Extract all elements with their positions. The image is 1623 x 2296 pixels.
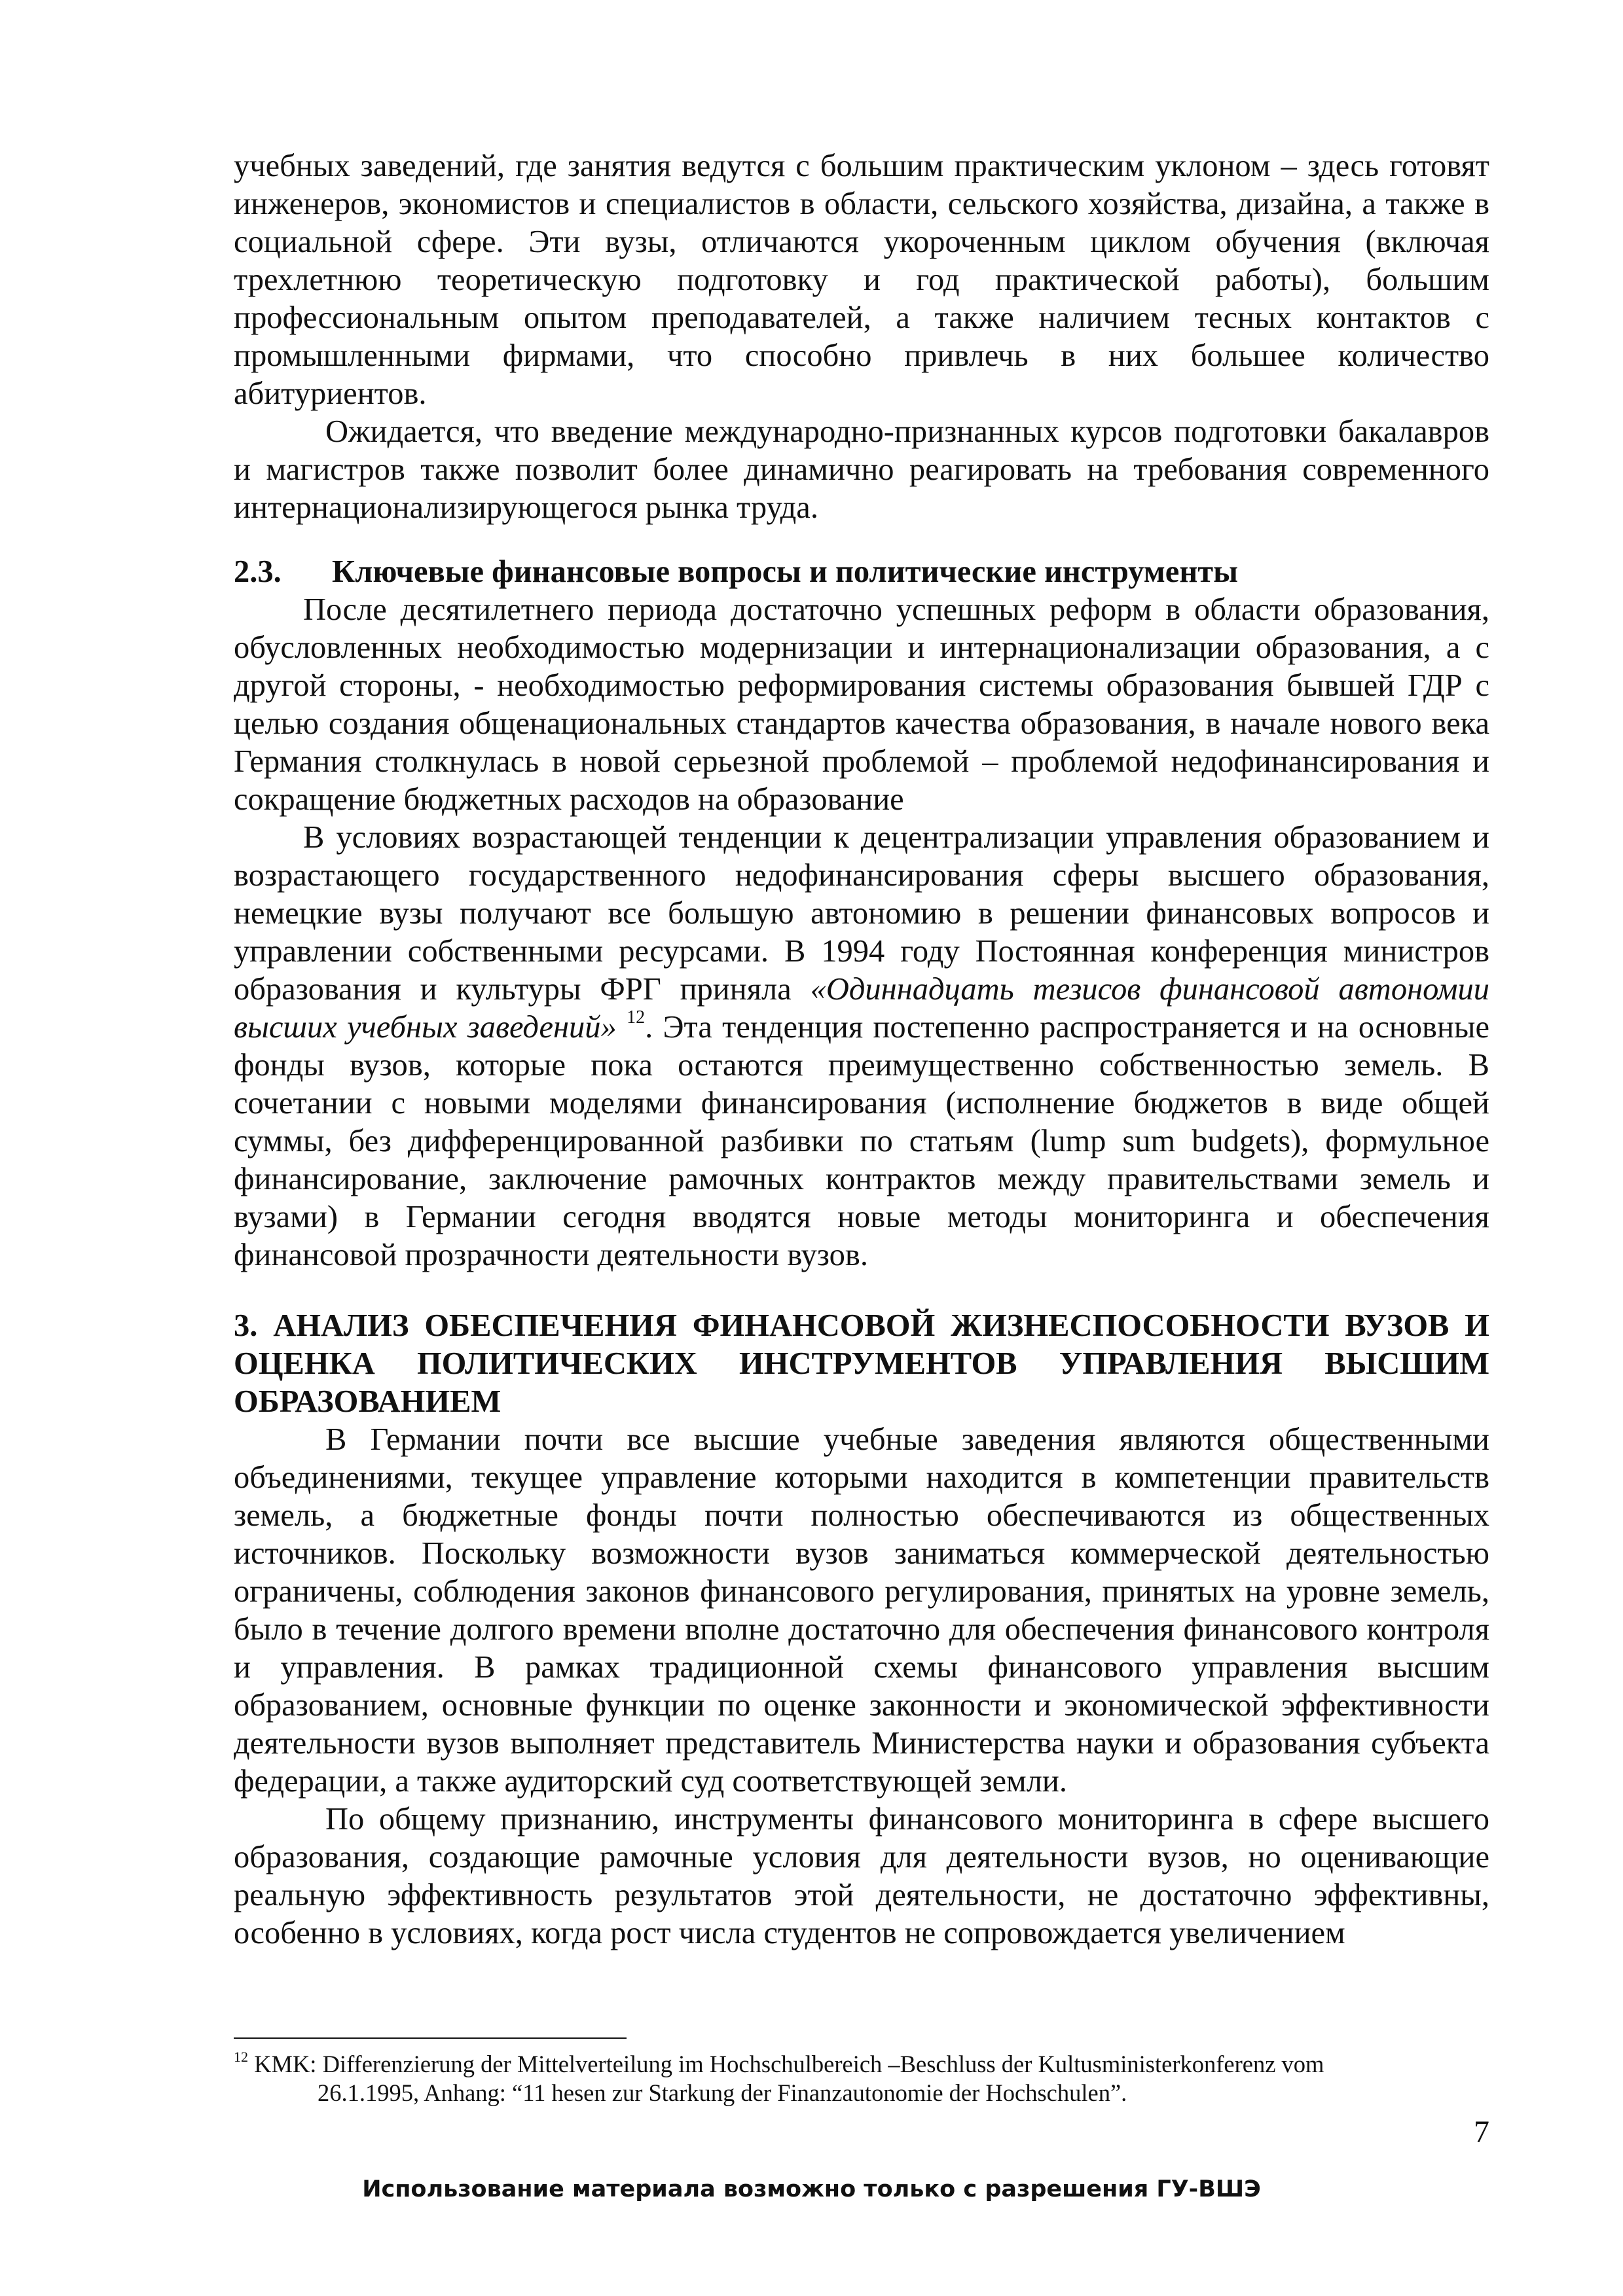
footnote-line-1 (234, 2050, 1489, 2079)
document-body (234, 147, 1489, 1952)
paragraph-expectation: Ожидается, что введение международно-признанных курсов подготовки бакалавров и магистров также позволит более динамично реагировать на требования современного интернационализирующегося рынка труда. (234, 414, 1489, 525)
paragraph-monitoring: По общему признанию, инструменты финансового мониторинга в сфере высшего образования, создающие рамочные условия для деятельности вузов, но оценивающие реальную эффективность результатов этой деятельности, не достаточно эффективны, особенно в условиях, когда рост числа студентов не сопровождается увеличением (234, 1802, 1489, 1950)
footnote-number: 12 (234, 2049, 248, 2065)
page-number: 7 (1474, 2115, 1489, 2149)
paragraph-reforms: После десятилетнего периода достаточно успешных реформ в области образования, обусловленных необходимостью модернизации и интернационализации образования, а с другой стороны, - необходимостью реформирования системы образования бывшей ГДР с целью создания общенациональных стандартов качества образования, в начале нового века Германия столкнулась в новой серьезной проблемой – проблемой недофинансирования и сокращение бюджетных расходов на образование (234, 592, 1489, 817)
footnote-line-2: 26.1.1995, Anhang: “11 hesen zur Starkung der Finanzautonomie der Hochschulen”. (318, 2079, 1127, 2106)
section-number: 2.3. (234, 554, 282, 589)
paragraph-autonomy-text-b: . Эта тенденция постепенно распространяется и на основные фонды вузов, которые пока остаются преимущественно собственностью земель. В сочетании с новыми моделями финансирования (исполнение бюджетов в виде общей суммы, без дифференцированной разбивки по статьям (lump sum budgets), формульное финансирование, заключение рамочных контрактов между правительствами земель и вузами) в Германии сегодня вводятся новые методы мониторинга и обеспечения финансовой прозрачности деятельности вузов. (234, 1010, 1490, 1272)
paragraph-autonomy-text-a: В условиях возрастающей тенденции к децентрализации управления образованием и возрастающего государственного недофинансирования сферы высшего образования, немецкие вузы получают все большую автономию в решении финансовых вопросов и управлении собственными ресурсами. В 1994 году Постоянная конференция министров образования и культуры ФРГ приняла (234, 820, 1489, 1007)
paragraph-intro: учебных заведений, где занятия ведутся с большим практическим уклоном – здесь готовят инженеров, экономистов и специалистов в области, сельского хозяйства, дизайна, а также в социальной сфере. Эти вузы, отличаются укороченным циклом обучения (включая трехлетнюю теоретическую подготовку и год практической работы), большим профессиональным опытом преподавателей, а также наличием тесных контактов с промышленными фирмами, что способно привлечь в них большее количество абитуриентов. (234, 149, 1489, 411)
section-heading-3: 3. АНАЛИЗ ОБЕСПЕЧЕНИЯ ФИНАНСОВОЙ ЖИЗНЕСПОСОБНОСТИ ВУЗОВ И ОЦЕНКА ПОЛИТИЧЕСКИХ ИНСТРУМЕНТОВ УПРАВЛЕНИЯ ВЫСШИМ ОБРАЗОВАНИЕМ (234, 1308, 1489, 1419)
theses-title: «Одиннадцать тезисов финансовой автономии высших учебных заведений» (234, 972, 1490, 1045)
section-title: Ключевые финансовые вопросы и политические инструменты (332, 554, 1238, 589)
paragraph-autonomy (234, 819, 1489, 1274)
footnote-divider (234, 2037, 627, 2039)
copyright-notice: Использование материала возможно только с разрешения ГУ-ВШЭ (362, 2176, 1261, 2202)
section-heading-2-3 (234, 553, 1489, 591)
footnote-text-1: KMK: Differenzierung der Mittelverteilung im Hochschulbereich –Beschluss der Kultusministerkonferenz vom (248, 2051, 1324, 2077)
footnote-ref[interactable]: 12 (627, 1007, 646, 1028)
paragraph-germany-universities: В Германии почти все высшие учебные заведения являются общественными объединениями, текущее управление которыми находится в компетенции правительств земель, а бюджетные фонды почти полностью обеспечиваются из общественных источников. Поскольку возможности вузов заниматься коммерческой деятельностью ограничены, соблюдения законов финансового регулирования, принятых на уровне земель, было в течение долгого времени вполне достаточно для обеспечения финансового контроля и управления. В рамках традиционной схемы финансового управления высшим образованием, основные функции по оценке законности и экономической эффективности деятельности вузов выполняет представитель Министерства науки и образования субъекта федерации, а также аудиторский суд соответствующей земли. (234, 1422, 1489, 1799)
footnote (234, 2050, 1489, 2108)
